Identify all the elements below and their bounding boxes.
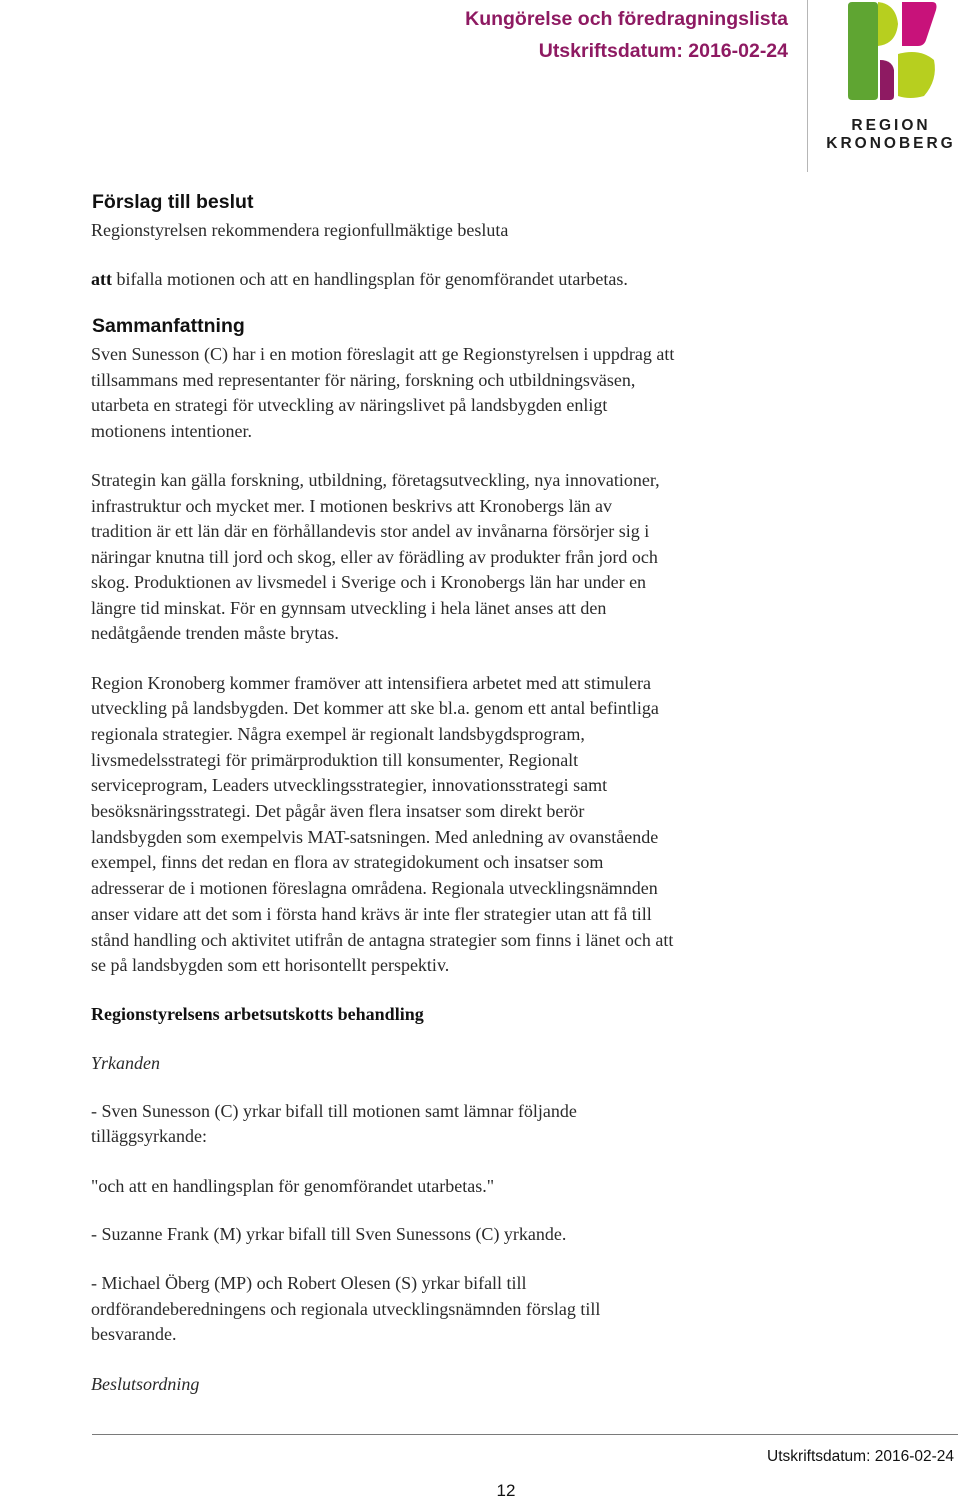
heading-sammanfattning: Sammanfattning <box>92 315 245 337</box>
logo-text-region: REGION <box>851 117 931 134</box>
summary-p2-line: infrastruktur och mycket mer. I motionen beskrivs att Kronobergs län av <box>91 496 613 516</box>
summary-p1-line: utarbeta en strategi för utveckling av näringslivet på landsbygden enligt <box>91 395 608 415</box>
summary-p2-line: näringar knutna till jord och skog, eller av förädling av produkter från jord och <box>91 547 658 567</box>
page-number: 12 <box>496 1481 516 1500</box>
summary-p3-line: Region Kronoberg kommer framöver att intensifiera arbetet med att stimulera <box>91 673 651 693</box>
summary-p1-line: tillsammans med representanter för näring, forskning och utbildningsväsen, <box>91 370 636 390</box>
label-beslutsordning: Beslutsordning <box>91 1374 200 1394</box>
heading-forslag: Förslag till beslut <box>92 191 254 213</box>
summary-p3-line: besöksnäringsstrategi. Det pågår även flera insatser som direkt berör <box>91 801 585 821</box>
header-print-date: Utskriftsdatum: 2016-02-24 <box>538 40 788 62</box>
yrkande-2: - Suzanne Frank (M) yrkar bifall till Sven Sunessons (C) yrkande. <box>91 1224 567 1244</box>
yrkande-3-line: besvarande. <box>91 1324 177 1344</box>
summary-p2-line: längre tid minskat. För en gynnsam utveckling i hela länet anses att den <box>91 598 607 618</box>
yrkande-1-line: - Sven Sunesson (C) yrkar bifall till motionen samt lämnar följande <box>91 1101 577 1121</box>
tillaggsyrkande-quote: "och att en handlingsplan för genomförandet utarbetas." <box>91 1176 495 1196</box>
document-title: Kungörelse och föredragningslista <box>465 8 788 30</box>
label-yrkanden: Yrkanden <box>91 1053 160 1073</box>
yrkande-3-line: ordförandeberedningens och regionala utvecklingsnämnden förslag till <box>91 1299 601 1319</box>
summary-p3-line: serviceprogram, Leaders utvecklingsstrategier, innovationsstrategi samt <box>91 775 608 795</box>
summary-p3-line: livsmedelsstrategi för primärproduktion till konsumenter, Regionalt <box>91 750 579 770</box>
summary-p2-line: Strategin kan gälla forskning, utbildning, företagsutveckling, nya innovationer, <box>91 470 660 490</box>
summary-p2-line: skog. Produktionen av livsmedel i Sverige och i Kronobergs län har under en <box>91 572 647 592</box>
summary-p3-line: se på landsbygden som ett horisontellt perspektiv. <box>91 955 450 975</box>
summary-p3-line: stånd handling och aktivitet utifrån de antagna strategier som finns i länet och att <box>91 930 674 950</box>
yrkande-1-line: tilläggsyrkande: <box>91 1126 207 1146</box>
yrkande-3-line: - Michael Öberg (MP) och Robert Olesen (S) yrkar bifall till <box>91 1273 527 1293</box>
keyword-att: att <box>91 269 112 289</box>
summary-p1-line: Sven Sunesson (C) har i en motion föreslagit att ge Regionstyrelsen i uppdrag att <box>91 344 675 364</box>
footer-print-date: Utskriftsdatum: 2016-02-24 <box>767 1448 954 1465</box>
forslag-line-1: Regionstyrelsen rekommendera regionfullmäktige besluta <box>91 220 509 240</box>
footer-divider <box>92 1434 958 1435</box>
logo-text-kronoberg: KRONOBERG <box>826 135 956 152</box>
forslag-line-2-rest: bifalla motionen och att en handlingsplan för genomförandet utarbetas. <box>112 269 628 289</box>
summary-p1-line: motionens intentioner. <box>91 421 252 441</box>
summary-p3-line: adresserar de i motionen föreslagna områdena. Regionala utvecklingsnämnden <box>91 878 658 898</box>
summary-p3-line: exempel, finns det redan en flora av strategidokument och insatser som <box>91 852 604 872</box>
heading-behandling: Regionstyrelsens arbetsutskotts behandling <box>91 1004 424 1024</box>
summary-p3-line: landsbygden som exempelvis MAT-satsningen. Med anledning av ovanstående <box>91 827 659 847</box>
summary-p3-line: utveckling på landsbygden. Det kommer att ske bl.a. genom ett antal befintliga <box>91 698 659 718</box>
forslag-line-2 <box>91 267 628 293</box>
summary-p3-line: regionala strategier. Några exempel är regionalt landsbygdsprogram, <box>91 724 585 744</box>
summary-p2-line: tradition är ett län där en förhållandevis stor andel av invånarna försörjer sig i <box>91 521 650 541</box>
summary-p2-line: nedåtgående trenden måste brytas. <box>91 623 339 643</box>
header-divider <box>807 0 808 172</box>
summary-p3-line: anser vidare att det som i första hand krävs är inte fler strategier utan att få till <box>91 904 652 924</box>
